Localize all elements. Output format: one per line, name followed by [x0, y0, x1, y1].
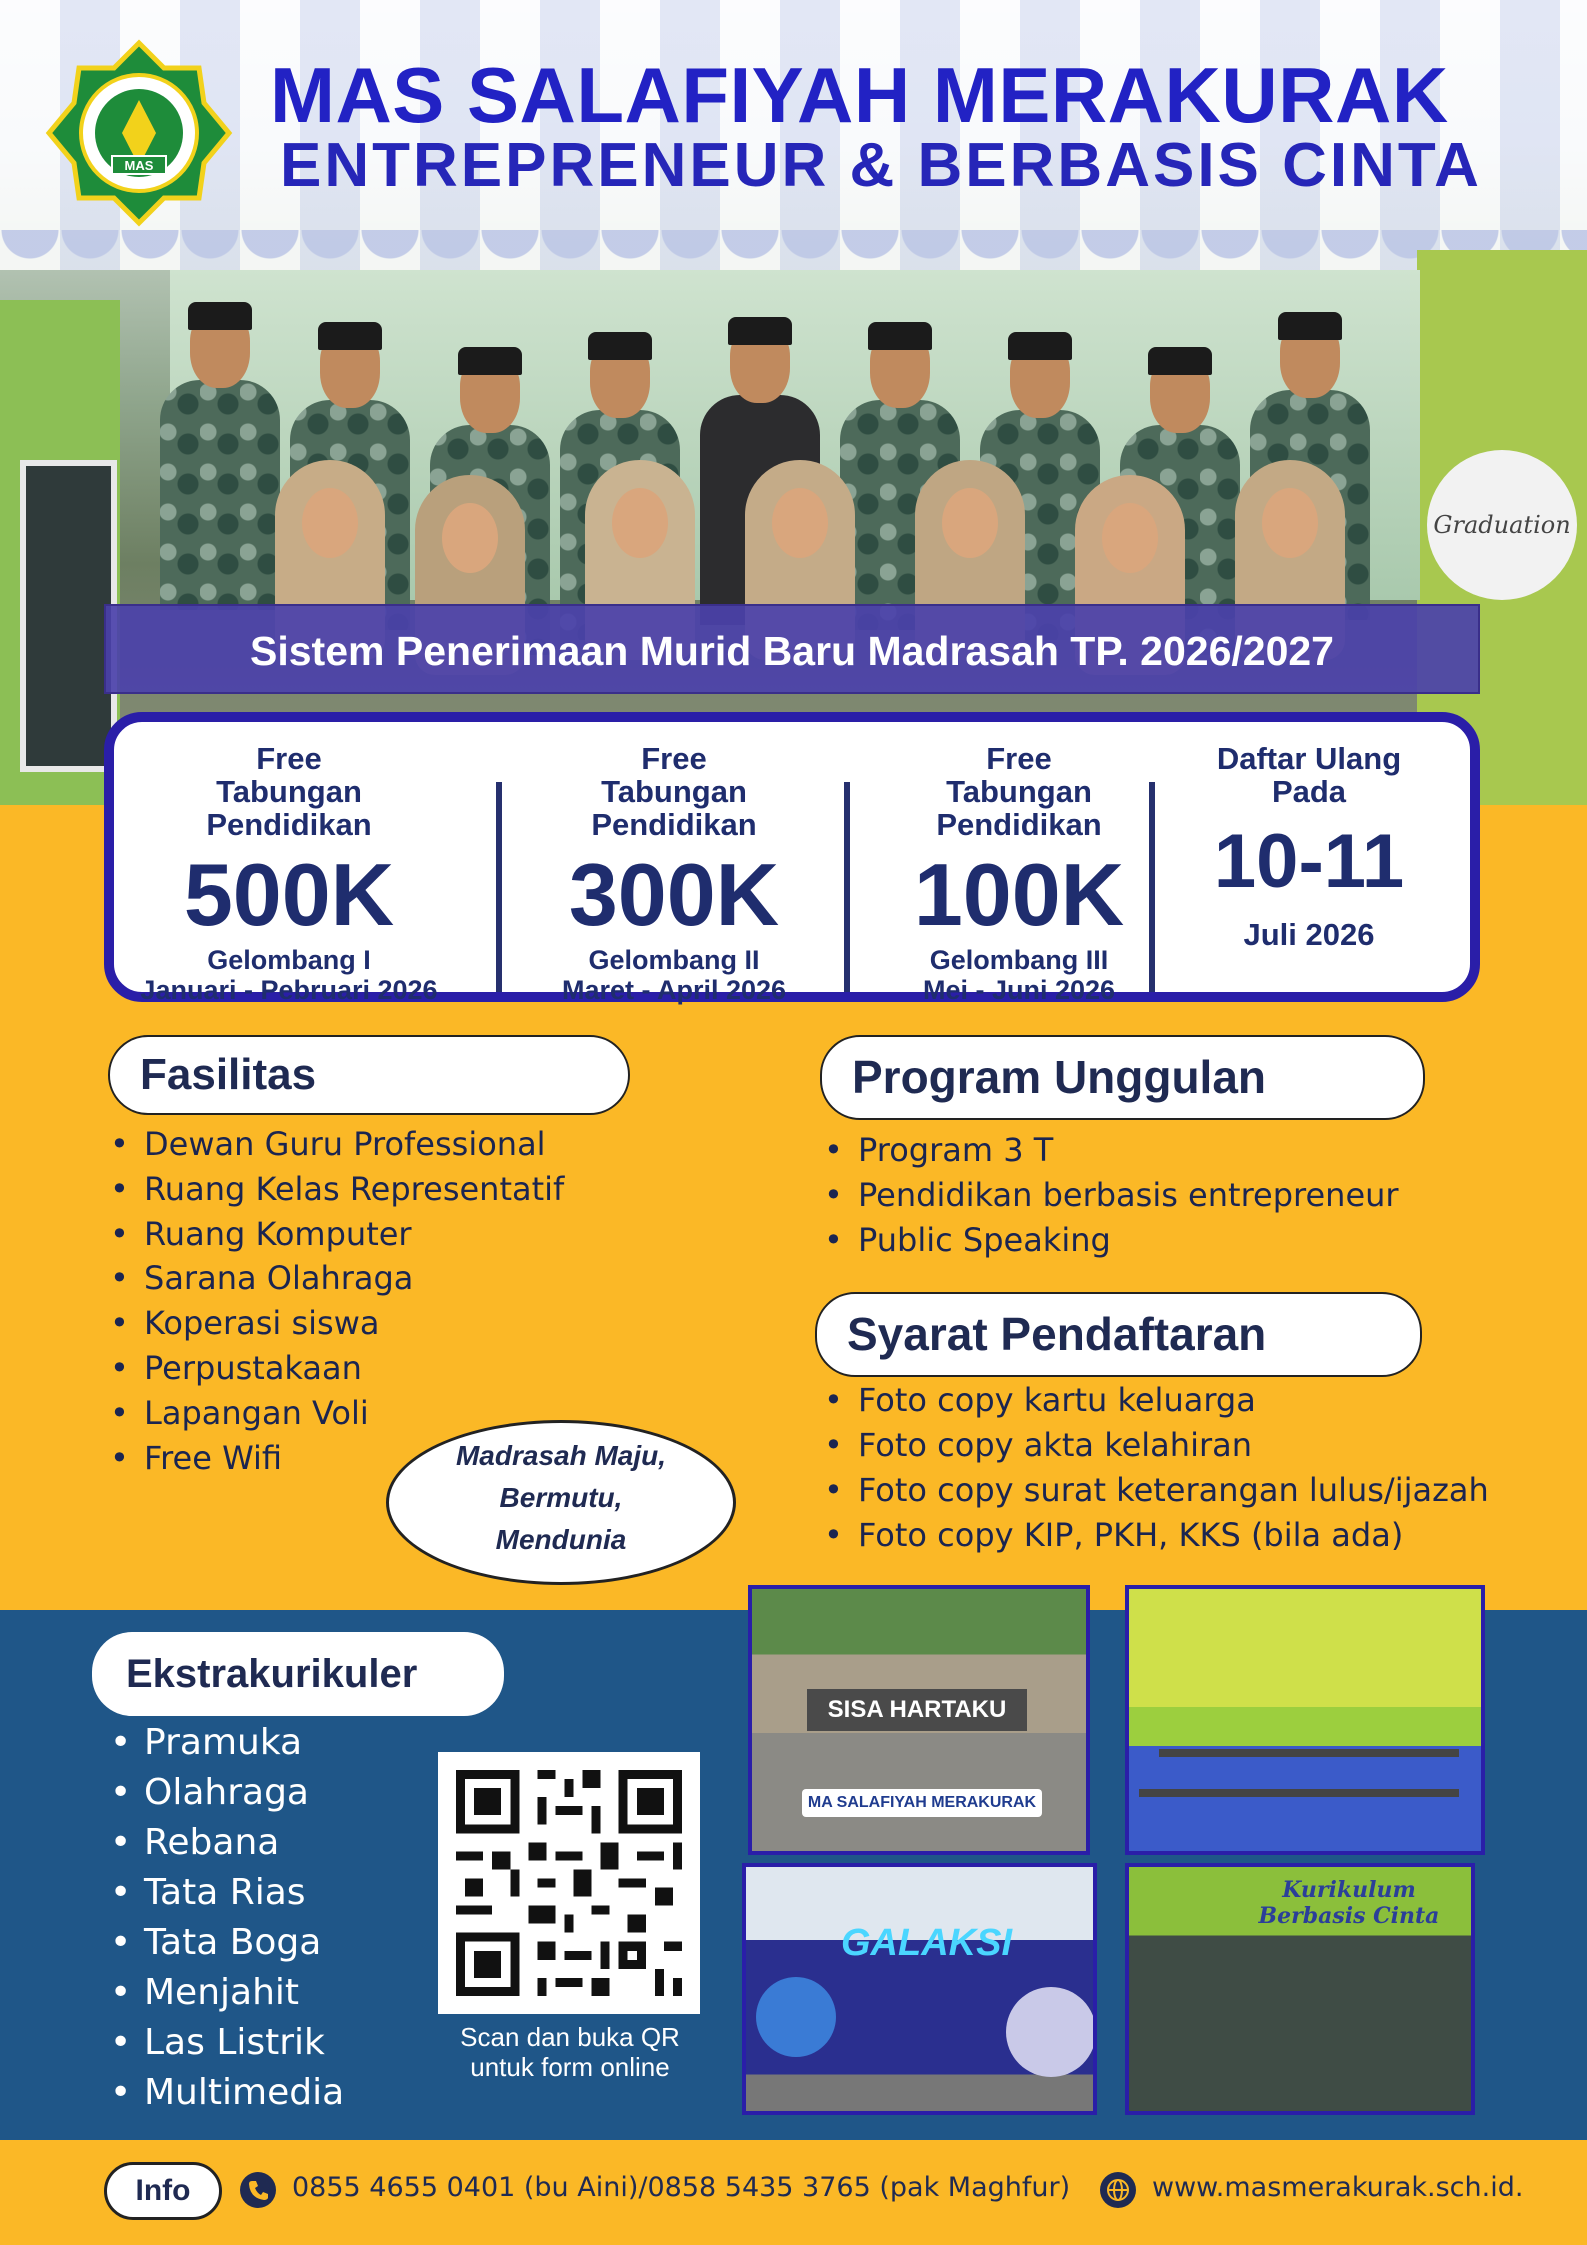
photo-title [1249, 1877, 1449, 1929]
list-item: • Las Listrik [104, 2018, 344, 2068]
info-label: Info [104, 2162, 222, 2220]
list-item: • Foto copy kartu keluarga [818, 1378, 1489, 1423]
school-subtitle: ENTREPRENEUR & BERBASIS CINTA [280, 131, 1482, 200]
photo-classroom [1125, 1585, 1485, 1855]
wave-name: Gelombang I [207, 945, 371, 975]
ekstra-heading: Ekstrakurikuler [92, 1632, 504, 1716]
ekstra-list [104, 1718, 344, 2118]
program-heading: Program Unggulan [820, 1035, 1425, 1120]
wave-heading: Free Tabungan Pendidikan [591, 741, 757, 842]
contact-phones[interactable]: 0855 4655 0401 (bu Aini)/0858 5435 3765 (pak Maghfur) [292, 2172, 1071, 2203]
wave-1 [124, 742, 454, 1005]
website-link[interactable]: www.masmerakurak.sch.id. [1152, 2172, 1524, 2203]
globe-icon [1100, 2172, 1136, 2208]
divider [496, 782, 502, 992]
list-item: • Foto copy KIP, PKH, KKS (bila ada) [818, 1513, 1489, 1558]
event-title: GALAKSI [841, 1922, 1012, 1964]
list-item: • Dewan Guru Professional [104, 1122, 564, 1167]
qr-code-graphic [438, 1752, 700, 2014]
motto-badge [386, 1420, 736, 1585]
reregistration-heading: Daftar Ulang Pada [1216, 741, 1402, 809]
list-item: • Menjahit [104, 1968, 344, 2018]
list-item: • Lapangan Voli [104, 1391, 564, 1436]
desk-row [1139, 1789, 1459, 1797]
list-item: • Foto copy akta kelahiran [818, 1423, 1489, 1468]
wave-period: Maret - April 2026 [561, 975, 787, 1005]
list-item: • Foto copy surat keterangan lulus/ijazah [818, 1468, 1489, 1513]
list-item: • Olahraga [104, 1768, 344, 1818]
photo-galaksi-event [742, 1863, 1097, 2115]
syarat-heading: Syarat Pendaftaran [815, 1292, 1422, 1377]
door [20, 460, 117, 772]
phone-icon [240, 2172, 276, 2208]
list-item: • Pramuka [104, 1718, 344, 1768]
list-item: • Tata Rias [104, 1868, 344, 1918]
reregistration-month: Juli 2026 [1243, 917, 1375, 952]
list-item: • Free Wifi [104, 1436, 564, 1481]
scholarship-card [104, 712, 1480, 1005]
list-item: • Tata Boga [104, 1918, 344, 1968]
wave-period: Januari - Pebruari 2026 [140, 975, 438, 1005]
wave-amount: 100K [913, 845, 1125, 944]
qr-caption-line: Scan dan buka QR [460, 2022, 680, 2052]
reregistration [1164, 742, 1454, 950]
list-item: • Rebana [104, 1818, 344, 1868]
fasilitas-heading: Fasilitas [108, 1035, 630, 1115]
motto-line: Bermutu, [499, 1482, 623, 1513]
school-logo [44, 38, 234, 228]
planet-decoration [756, 1977, 836, 2057]
list-item: • Multimedia [104, 2068, 344, 2118]
wave-heading: Free Tabungan Pendidikan [936, 741, 1102, 842]
admission-bar: Sistem Penerimaan Murid Baru Madrasah TP. 2026/2027 [104, 604, 1480, 694]
photo-banner: MA SALAFIYAH MERAKURAK [802, 1789, 1042, 1817]
list-item: • Koperasi siswa [104, 1301, 564, 1346]
list-item: • Program 3 T [818, 1128, 1399, 1173]
program-list [818, 1128, 1399, 1263]
photo-title-line: Kurikulum [1282, 1877, 1416, 1903]
qr-caption [420, 2022, 720, 2082]
wave-name: Gelombang III [929, 945, 1109, 975]
list-item: • Ruang Komputer [104, 1212, 564, 1257]
photo-sign: SISA HARTAKU [807, 1689, 1027, 1731]
divider [844, 782, 850, 992]
desk-row [1159, 1749, 1459, 1757]
list-item: • Pendidikan berbasis entrepreneur [818, 1173, 1399, 1218]
wave-3 [859, 742, 1179, 1005]
wave-name: Gelombang II [588, 945, 760, 975]
wave-amount: 300K [568, 845, 780, 944]
photo-title-line: Berbasis Cinta [1258, 1903, 1440, 1929]
wave-amount: 500K [183, 845, 395, 944]
wave-period: Mei - Juni 2026 [922, 975, 1116, 1005]
list-item: • Ruang Kelas Representatif [104, 1167, 564, 1212]
photo-field-trip [748, 1585, 1090, 1855]
graduation-decoration: Graduation [1427, 450, 1577, 600]
wave-heading: Free Tabungan Pendidikan [206, 741, 372, 842]
registration-qr-code[interactable] [438, 1752, 700, 2014]
school-title: MAS SALAFIYAH MERAKURAK [270, 51, 1449, 139]
wave-2 [514, 742, 834, 1005]
divider [1149, 782, 1155, 992]
qr-caption-line: untuk form online [470, 2052, 670, 2082]
planet-decoration [1006, 1987, 1096, 2077]
list-item: • Sarana Olahraga [104, 1256, 564, 1301]
reregistration-dates: 10-11 [1213, 819, 1405, 904]
group-photo [140, 310, 1440, 610]
list-item: • Public Speaking [818, 1218, 1399, 1263]
list-item: • Perpustakaan [104, 1346, 564, 1391]
logo-text: MAS [124, 158, 154, 173]
photo-teachers-group [1125, 1863, 1475, 2115]
motto-line: Mendunia [495, 1524, 627, 1555]
motto-line: Madrasah Maju, [455, 1440, 667, 1471]
syarat-list [818, 1378, 1489, 1558]
